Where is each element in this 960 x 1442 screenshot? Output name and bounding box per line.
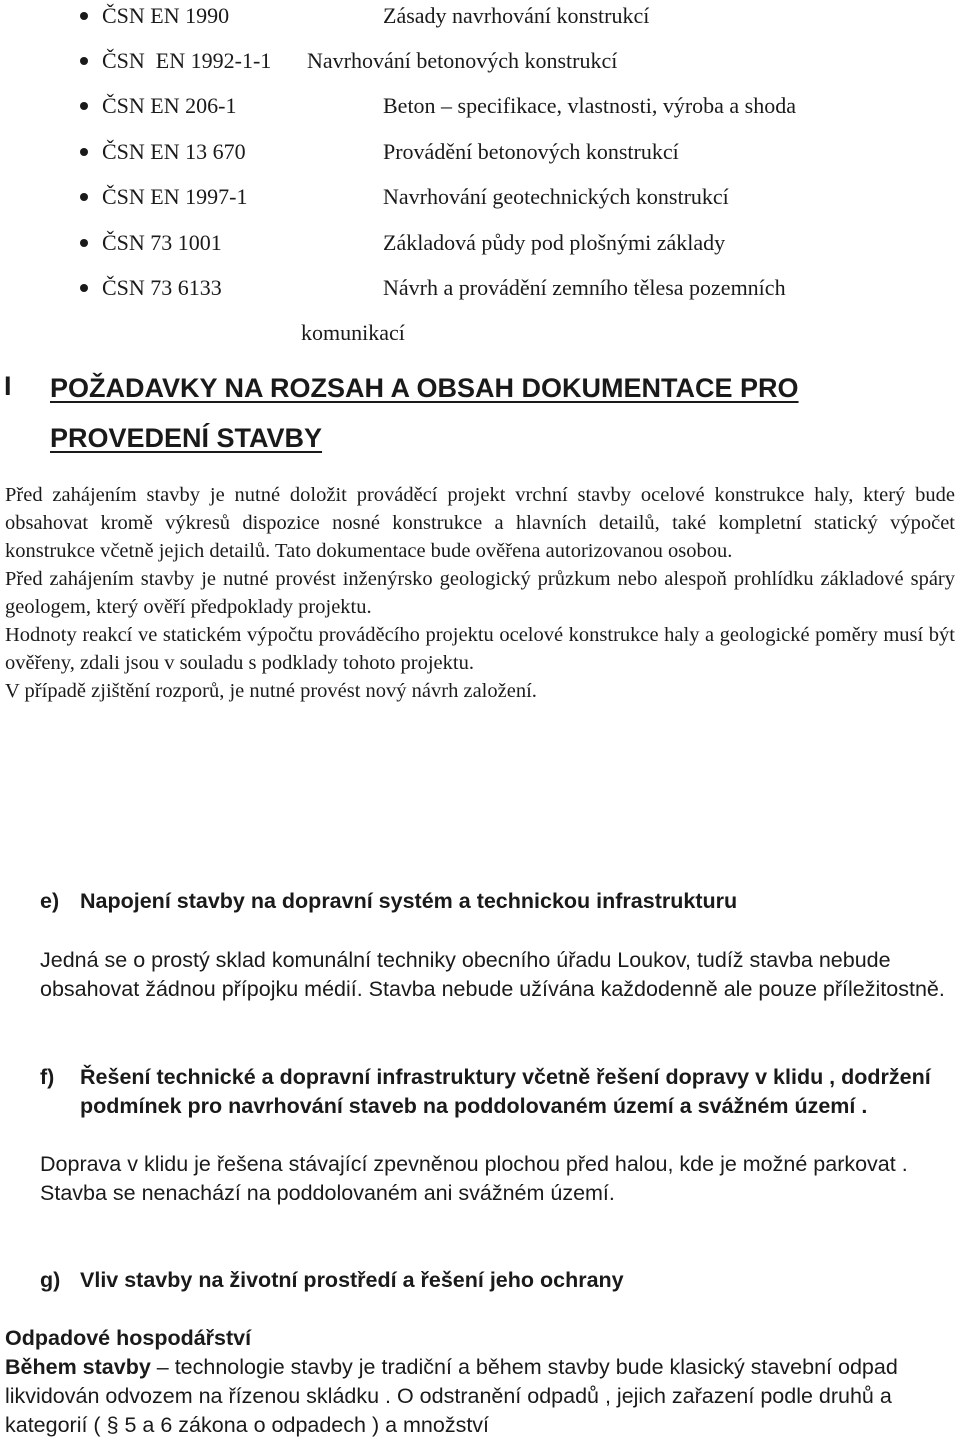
standard-title: Navrhování betonových konstrukcí [307,48,618,73]
subsection-label: e) [40,889,60,913]
section-body [5,481,955,705]
subsection-title: Napojení stavby na dopravní systém a technickou infrastrukturu [80,889,738,913]
standard-code: ČSN EN 13 670 [102,139,246,164]
subsection-label: f) [40,1065,55,1089]
bullet-icon [80,284,88,292]
subsection-body [40,1150,955,1208]
bullet-icon [80,12,88,20]
standard-title: Navrhování geotechnických konstrukcí [383,184,729,209]
bullet-icon [80,57,88,65]
standard-title-continuation: komunikací [301,320,405,345]
paragraph: Před zahájením stavby je nutné provést inženýrsko geologický průzkum nebo alespoň prohlídku základové spáry geologem, který ověří předpoklady projektu. [5,568,955,618]
standard-title: Provádění betonových konstrukcí [383,139,679,164]
standard-title: Návrh a provádění zemního tělesa pozemních [383,275,786,300]
standard-code: ČSN 73 6133 [102,275,222,300]
subsection-heading [40,887,737,916]
standard-title: Základová půdy pod plošnými základy [383,230,726,255]
subsection-label: g) [40,1268,61,1292]
bullet-icon [80,102,88,110]
standard-code: ČSN EN 206-1 [102,93,237,118]
section-number: I [4,371,12,401]
subsection-heading [40,1063,955,1121]
waste-text: – technologie stavby je tradiční a během stavby bude klasický stavební odpad likvidován odvozem na řízenou skládku . O odstranění odpadů , jejich zařazení podle druhů a kategorií ( § 5 a 6 zákona o odpadech ) a množství [5,1355,898,1437]
section-heading: POŽADAVKY NA ROZSAH A OBSAH DOKUMENTACE PRO PROVEDENÍ STAVBY [50,373,799,453]
standard-code: ČSN EN 1990 [102,3,230,28]
paragraph: Doprava v klidu je řešena stávající zpevněnou plochou před halou, kde je možné parkovat . [40,1152,908,1176]
bullet-icon [80,193,88,201]
bullet-icon [80,148,88,156]
waste-body [5,1353,955,1440]
standard-title: Zásady navrhování konstrukcí [383,3,650,28]
bullet-icon [80,239,88,247]
standard-code: ČSN EN 1992-1-1 [102,48,272,73]
standard-title: Beton – specifikace, vlastnosti, výroba a shoda [383,93,797,118]
subsection-title: Řešení technické a dopravní infrastruktury včetně řešení dopravy v klidu , dodržení podmínek pro navrhování staveb na poddolovaném území a svážném území . [80,1065,931,1118]
paragraph: Stavba se nenachází na poddolovaném ani svážném území. [40,1181,615,1205]
standard-code: ČSN EN 1997-1 [102,184,248,209]
waste-lead: Během stavby [5,1355,151,1379]
standard-code: ČSN 73 1001 [102,230,222,255]
paragraph: Před zahájením stavby je nutné doložit prováděcí projekt vrchní stavby ocelové konstrukce haly, který bude obsahovat kromě výkresů dispozice nosné konstrukce a hlavních detailů, také kompletní statický výpočet konstrukce včetně jejich detailů. Tato dokumentace bude ověřena autorizovanou osobou. [5,484,955,562]
subsection-title: Vliv stavby na životní prostředí a řešení jeho ochrany [80,1268,624,1292]
subsection-heading [40,1266,624,1295]
waste-heading: Odpadové hospodářství [5,1326,252,1350]
subsection-body: Jedná se o prostý sklad komunální techniky obecního úřadu Loukov, tudíž stavba nebude obsahovat žádnou přípojku médií. Stavba nebude užívána každodenně ale pouze příležitostně. [40,948,945,1001]
paragraph: Hodnoty reakcí ve statickém výpočtu prováděcího projektu ocelové konstrukce haly a geologické poměry musí být ověřeny, zdali jsou v souladu s podklady tohoto projektu. [5,624,955,674]
paragraph: V případě zjištění rozporů, je nutné provést nový návrh založení. [5,680,537,702]
